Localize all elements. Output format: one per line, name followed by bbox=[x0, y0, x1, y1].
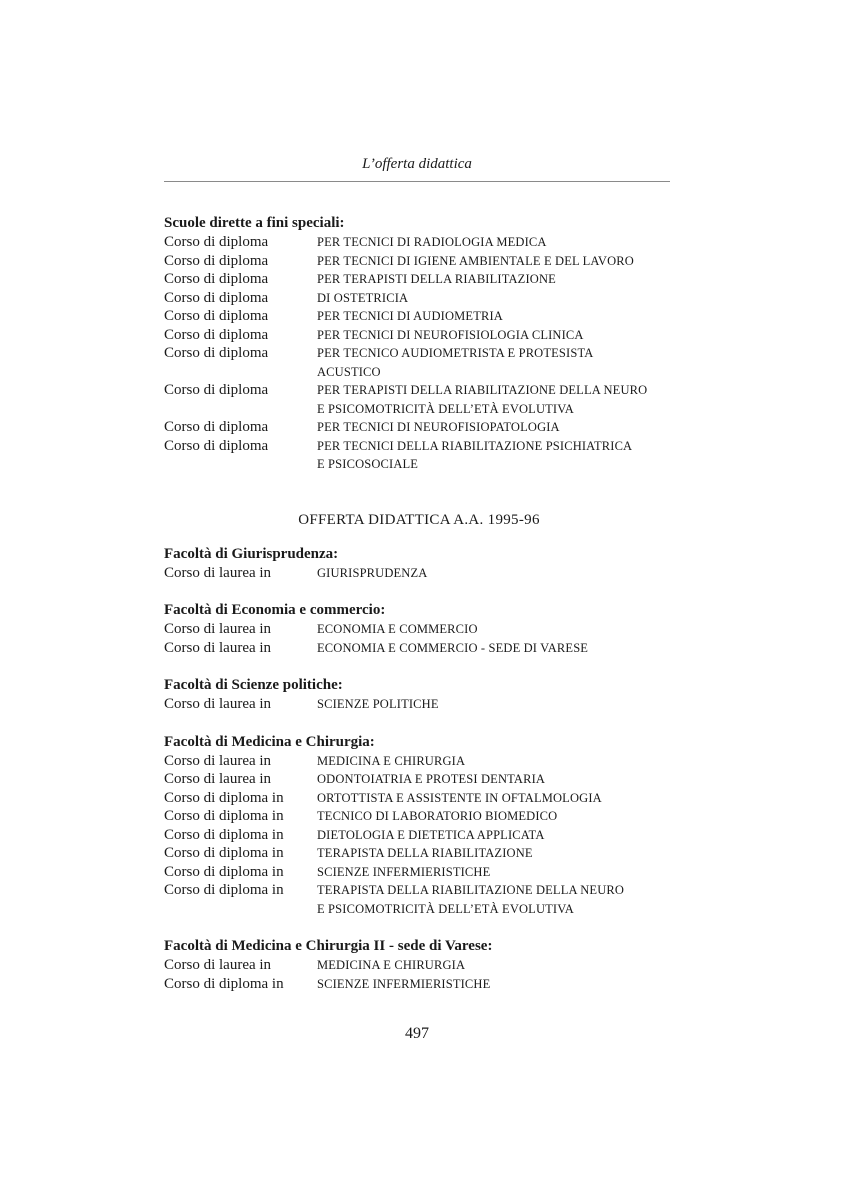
course-type-label: Corso di diploma in bbox=[164, 789, 284, 806]
course-row bbox=[164, 455, 674, 474]
course-type-label: Corso di diploma bbox=[164, 419, 269, 435]
course-type-label: Corso di laurea in bbox=[164, 752, 272, 769]
course-row bbox=[164, 900, 674, 919]
course-row bbox=[164, 770, 674, 789]
faculty-heading: Facoltà di Medicina e Chirurgia: bbox=[164, 733, 375, 750]
course-row bbox=[164, 752, 674, 771]
page-number: 497 bbox=[405, 1025, 429, 1042]
course-name: E PSICOMOTRICITÀ DELL’ETÀ EVOLUTIVA bbox=[317, 401, 574, 416]
course-name: ECONOMIA E COMMERCIO - SEDE DI VARESE bbox=[317, 640, 589, 655]
course-row bbox=[164, 695, 674, 714]
course-name: E PSICOMOTRICITÀ DELL’ETÀ EVOLUTIVA bbox=[317, 901, 574, 916]
scuole-section bbox=[164, 213, 674, 474]
course-type-label: Corso di diploma in bbox=[164, 826, 284, 843]
running-head: L’offerta didattica bbox=[362, 156, 472, 172]
course-name: PER TECNICI DELLA RIABILITAZIONE PSICHIATRICA bbox=[317, 438, 633, 453]
course-list bbox=[164, 752, 674, 919]
course-type-label: Corso di diploma bbox=[164, 345, 269, 361]
course-list bbox=[164, 233, 674, 474]
course-name: PER TERAPISTI DELLA RIABILITAZIONE bbox=[317, 272, 556, 286]
course-type-label: Corso di diploma bbox=[164, 289, 269, 306]
faculty-section bbox=[164, 544, 674, 583]
course-name: PER TERAPISTI DELLA RIABILITAZIONE DELLA NEURO bbox=[317, 383, 648, 397]
offerta-title: OFFERTA DIDATTICA A.A. 1995-96 bbox=[298, 511, 540, 528]
course-name: PER TECNICI DI IGIENE AMBIENTALE E DEL LAVORO bbox=[317, 253, 634, 268]
course-row bbox=[164, 956, 674, 975]
course-row bbox=[164, 344, 674, 363]
course-type-label bbox=[164, 400, 317, 419]
course-type-label: Corso di diploma in bbox=[164, 845, 284, 861]
course-name: E PSICOSOCIALE bbox=[317, 457, 419, 471]
course-name: SCIENZE INFERMIERISTICHE bbox=[317, 976, 491, 991]
course-type-label: Corso di diploma bbox=[164, 437, 269, 454]
course-row bbox=[164, 639, 674, 658]
faculty-heading: Facoltà di Economia e commercio: bbox=[164, 602, 386, 618]
faculty-list bbox=[164, 544, 674, 994]
course-list bbox=[164, 956, 674, 993]
course-row bbox=[164, 326, 674, 345]
course-type-label: Corso di diploma bbox=[164, 252, 269, 269]
course-type-label: Corso di diploma in bbox=[164, 975, 284, 992]
course-row bbox=[164, 400, 674, 419]
course-type-label: Corso di diploma bbox=[164, 234, 269, 250]
course-type-label: Corso di diploma in bbox=[164, 882, 284, 898]
course-name: TERAPISTA DELLA RIABILITAZIONE DELLA NEURO bbox=[317, 883, 625, 897]
course-row bbox=[164, 381, 674, 400]
course-name: DI OSTETRICIA bbox=[317, 290, 409, 305]
course-type-label bbox=[164, 900, 317, 919]
course-name: ACUSTICO bbox=[317, 364, 381, 379]
course-row bbox=[164, 881, 674, 900]
course-name: SCIENZE POLITICHE bbox=[317, 697, 439, 711]
course-name: ODONTOIATRIA E PROTESI DENTARIA bbox=[317, 772, 546, 786]
faculty-heading: Facoltà di Medicina e Chirurgia II - sede di Varese: bbox=[164, 938, 493, 954]
course-type-label: Corso di diploma bbox=[164, 382, 269, 398]
course-name: PER TECNICI DI AUDIOMETRIA bbox=[317, 309, 503, 323]
course-name: PER TECNICI DI RADIOLOGIA MEDICA bbox=[317, 235, 547, 249]
course-name: PER TECNICI DI NEUROFISIOLOGIA CLINICA bbox=[317, 327, 584, 342]
course-type-label: Corso di diploma in bbox=[164, 808, 284, 824]
course-name: TERAPISTA DELLA RIABILITAZIONE bbox=[317, 846, 533, 860]
course-list bbox=[164, 620, 674, 657]
course-row bbox=[164, 307, 674, 326]
course-type-label: Corso di diploma bbox=[164, 326, 269, 343]
course-row bbox=[164, 363, 674, 382]
course-type-label: Corso di diploma bbox=[164, 271, 269, 287]
course-type-label: Corso di laurea in bbox=[164, 696, 272, 712]
course-name: GIURISPRUDENZA bbox=[317, 565, 428, 580]
course-name: MEDICINA E CHIRURGIA bbox=[317, 958, 466, 972]
course-type-label: Corso di laurea in bbox=[164, 639, 272, 656]
course-list bbox=[164, 695, 674, 714]
course-name: PER TECNICI DI NEUROFISIOPATOLOGIA bbox=[317, 420, 560, 434]
faculty-section bbox=[164, 675, 674, 714]
course-row bbox=[164, 807, 674, 826]
course-row bbox=[164, 789, 674, 808]
course-row bbox=[164, 418, 674, 437]
course-type-label: Corso di laurea in bbox=[164, 621, 272, 637]
course-row bbox=[164, 270, 674, 289]
course-name: ORTOTTISTA E ASSISTENTE IN OFTALMOLOGIA bbox=[317, 790, 602, 805]
course-list bbox=[164, 564, 674, 583]
course-type-label: Corso di diploma in bbox=[164, 863, 284, 880]
faculty-section bbox=[164, 732, 674, 919]
course-type-label: Corso di laurea in bbox=[164, 957, 272, 973]
course-type-label: Corso di diploma bbox=[164, 308, 269, 324]
page-content bbox=[164, 213, 674, 993]
course-name: ECONOMIA E COMMERCIO bbox=[317, 622, 478, 636]
course-row bbox=[164, 437, 674, 456]
course-row bbox=[164, 844, 674, 863]
course-name: DIETOLOGIA E DIETETICA APPLICATA bbox=[317, 827, 545, 842]
faculty-heading: Facoltà di Giurisprudenza: bbox=[164, 545, 339, 562]
course-type-label: Corso di laurea in bbox=[164, 564, 272, 581]
course-row bbox=[164, 252, 674, 271]
faculty-heading: Facoltà di Scienze politiche: bbox=[164, 677, 343, 693]
course-type-label bbox=[164, 363, 317, 382]
course-row bbox=[164, 826, 674, 845]
course-row bbox=[164, 564, 674, 583]
course-name: MEDICINA E CHIRURGIA bbox=[317, 753, 466, 768]
course-type-label bbox=[164, 455, 317, 474]
header-rule bbox=[164, 181, 670, 182]
course-row bbox=[164, 289, 674, 308]
course-type-label: Corso di laurea in bbox=[164, 771, 272, 787]
course-row bbox=[164, 620, 674, 639]
faculty-section bbox=[164, 936, 674, 993]
course-row bbox=[164, 975, 674, 994]
course-row bbox=[164, 863, 674, 882]
section-heading: Scuole dirette a fini speciali: bbox=[164, 215, 345, 231]
course-name: TECNICO DI LABORATORIO BIOMEDICO bbox=[317, 809, 558, 823]
faculty-section bbox=[164, 600, 674, 657]
course-name: PER TECNICO AUDIOMETRISTA E PROTESISTA bbox=[317, 346, 594, 360]
course-name: SCIENZE INFERMIERISTICHE bbox=[317, 864, 491, 879]
course-row bbox=[164, 233, 674, 252]
